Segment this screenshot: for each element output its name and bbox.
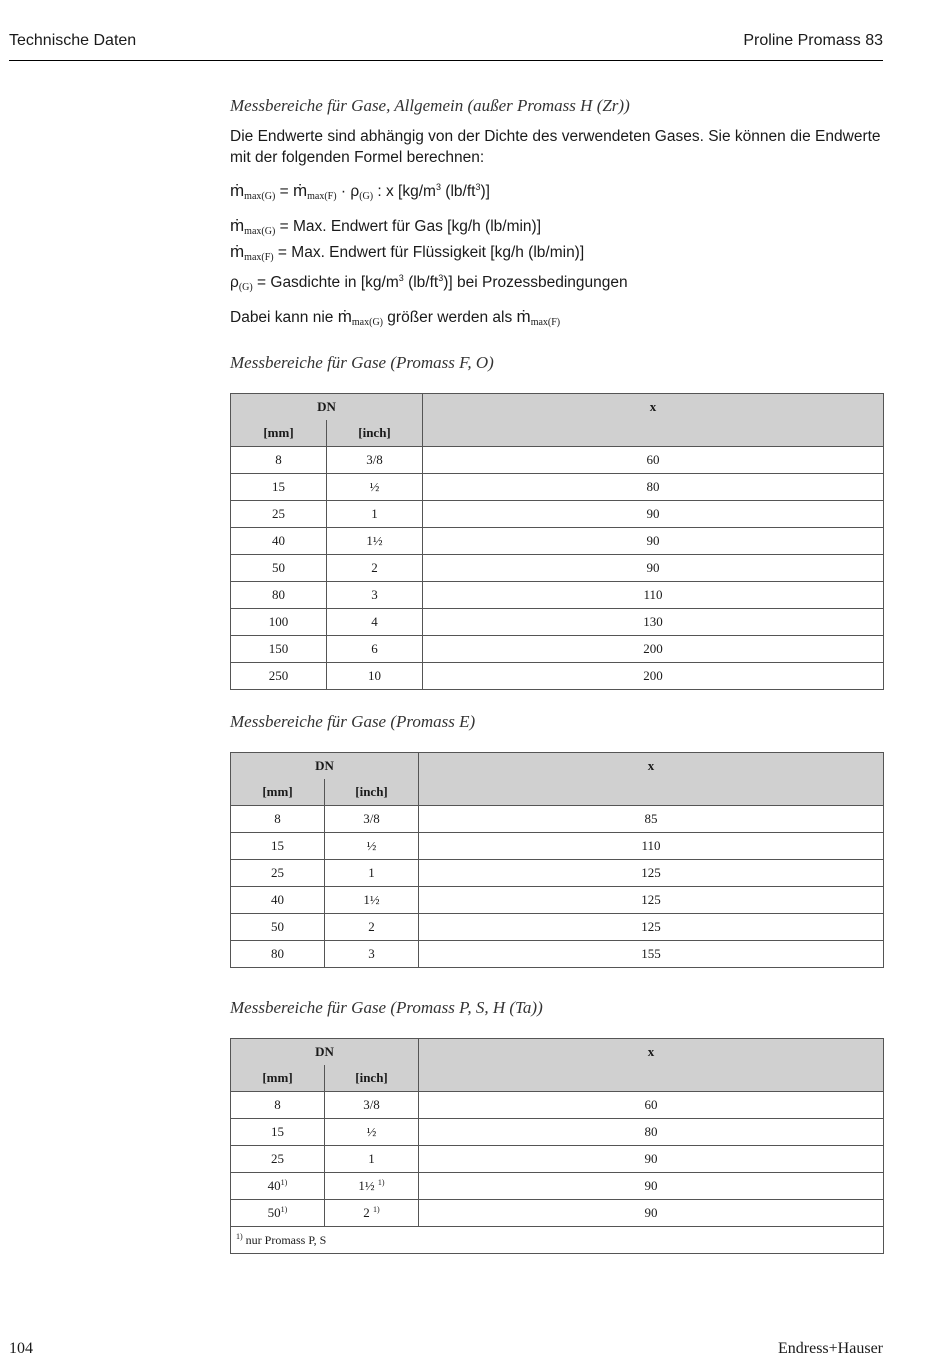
table-row [231,1092,884,1119]
header-divider [9,60,883,61]
table-row [231,663,884,690]
dn-inch-cell: 1 [325,1146,419,1173]
inch-header: [inch] [325,779,419,806]
dn-header: DN [231,753,419,780]
dn-inch-cell: 3/8 [325,806,419,833]
table-row [231,1200,884,1227]
x-value-cell: 80 [423,474,884,501]
dn-mm-cell: 25 [231,1146,325,1173]
intro-paragraph: Die Endwerte sind abhängig von der Dichte des verwendeten Gases. Sie können die Endwerte mit der folgenden Formel berechnen: [230,128,881,166]
table-row [231,914,884,941]
inch-header: [inch] [325,1065,419,1092]
mm-header: [mm] [231,779,325,806]
definition-density: $\rho_{(G)}$ = Gasdichte in [$kg/m^3$ $(lb/ft^3)$] bei Prozessbedingungen [230,273,628,293]
definition-liquid: ṁ$_{max(F)}$ = Max. Endwert für Flüssigkeit [kg/h (lb/min)] [230,242,585,263]
table-promass-e [230,752,884,968]
table-row [231,1119,884,1146]
dn-inch-cell: ½ [325,833,419,860]
x-value-cell: 90 [423,501,884,528]
dn-header: DN [231,394,423,421]
dn-mm-cell: 40 [231,887,325,914]
page-content [230,96,884,1254]
x-value-cell: 125 [419,860,884,887]
dn-mm-cell: 25 [231,860,325,887]
dn-mm-cell: 8 [231,1092,325,1119]
x-value-cell: 90 [423,555,884,582]
x-value-cell: 80 [419,1119,884,1146]
dn-mm-cell: 40$^{1)}$ [231,1173,325,1200]
dn-inch-cell: 6 [327,636,423,663]
x-value-cell: 200 [423,636,884,663]
table-promass-p-s-h [230,1038,884,1254]
x-value-cell: 60 [423,447,884,474]
dn-mm-cell: 250 [231,663,327,690]
x-value-cell: 90 [419,1200,884,1227]
mm-header: [mm] [231,420,327,447]
x-value-cell: 60 [419,1092,884,1119]
table-row [231,833,884,860]
dn-inch-cell: 2 [327,555,423,582]
table-row [231,582,884,609]
definition-gas: ṁ$_{max(G)}$ = Max. Endwert für Gas [kg/h (lb/min)] [230,216,542,237]
dn-inch-cell: 3/8 [325,1092,419,1119]
table3-title: Messbereiche für Gase (Promass P, S, H (Ta)) [230,998,543,1017]
flow-formula: ṁ$_{max(G)}$ = ṁ$_{max(F)}$ · $\rho_{(G)}$ : x [$kg/m^3$ $(lb/ft^3)$] [230,181,490,202]
limit-note: Dabei kann nie ṁ$_{max(G)}$ größer werden als ṁ$_{max(F)}$ [230,307,561,328]
page-number: 104 [9,1340,33,1357]
dn-inch-cell: 2 [325,914,419,941]
dn-mm-cell: 150 [231,636,327,663]
dn-inch-cell: 1½ [325,887,419,914]
table-row [231,1146,884,1173]
x-header: x [419,1039,884,1092]
dn-mm-cell: 80 [231,941,325,968]
table-row [231,860,884,887]
x-header: x [419,753,884,806]
x-value-cell: 125 [419,914,884,941]
table-row [231,555,884,582]
dn-inch-cell: 1 [325,860,419,887]
inch-header: [inch] [327,420,423,447]
dn-inch-cell: 10 [327,663,423,690]
table-row [231,806,884,833]
dn-mm-cell: 40 [231,528,327,555]
dn-inch-cell: 2 $^{1)}$ [325,1200,419,1227]
dn-inch-cell: 1½ [327,528,423,555]
dn-inch-cell: ½ [327,474,423,501]
dn-mm-cell: 50 [231,914,325,941]
dn-inch-cell: 1½ $^{1)}$ [325,1173,419,1200]
x-value-cell: 90 [419,1146,884,1173]
table2-title: Messbereiche für Gase (Promass E) [230,712,476,731]
x-value-cell: 155 [419,941,884,968]
dn-inch-cell: 3 [327,582,423,609]
x-value-cell: 90 [419,1173,884,1200]
running-header-section: Technische Daten [9,32,137,49]
running-header-product: Proline Promass 83 [743,32,883,49]
x-value-cell: 200 [423,663,884,690]
table-row [231,528,884,555]
dn-inch-cell: 1 [327,501,423,528]
table-row [231,1173,884,1200]
brand-footer: Endress+Hauser [778,1340,883,1357]
x-value-cell: 85 [419,806,884,833]
dn-mm-cell: 50 [231,555,327,582]
dn-mm-cell: 50$^{1)}$ [231,1200,325,1227]
x-value-cell: 125 [419,887,884,914]
table3-footnote: $^{1)}$ nur Promass P, S [231,1227,884,1254]
dn-mm-cell: 80 [231,582,327,609]
dn-mm-cell: 15 [231,474,327,501]
table-row [231,636,884,663]
x-header: x [423,394,884,447]
table-row [231,447,884,474]
dn-mm-cell: 15 [231,1119,325,1146]
dn-mm-cell: 25 [231,501,327,528]
dn-inch-cell: ½ [325,1119,419,1146]
table-row [231,609,884,636]
section-title-general: Messbereiche für Gase, Allgemein (außer Promass H (Zr)) [230,96,630,115]
dn-inch-cell: 3 [325,941,419,968]
x-value-cell: 110 [419,833,884,860]
dn-mm-cell: 8 [231,447,327,474]
dn-mm-cell: 100 [231,609,327,636]
x-value-cell: 130 [423,609,884,636]
table-row [231,501,884,528]
table1-title: Messbereiche für Gase (Promass F, O) [230,353,494,372]
dn-mm-cell: 8 [231,806,325,833]
table-promass-f-o [230,393,884,690]
table-row [231,474,884,501]
table-row [231,941,884,968]
dn-header: DN [231,1039,419,1066]
x-value-cell: 110 [423,582,884,609]
table-row [231,887,884,914]
dn-inch-cell: 4 [327,609,423,636]
x-value-cell: 90 [423,528,884,555]
dn-inch-cell: 3/8 [327,447,423,474]
dn-mm-cell: 15 [231,833,325,860]
mm-header: [mm] [231,1065,325,1092]
